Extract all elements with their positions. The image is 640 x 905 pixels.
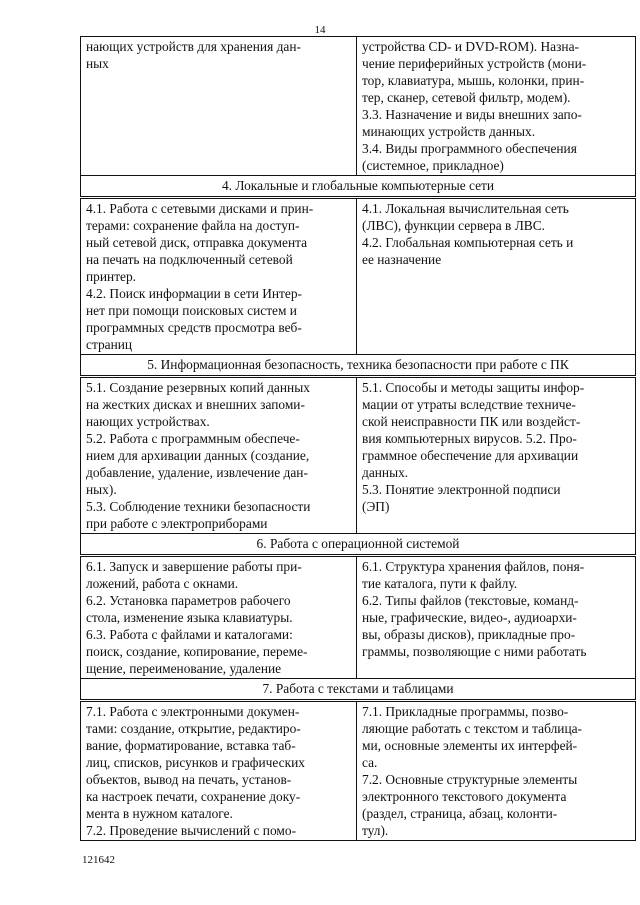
section-heading-row	[81, 534, 636, 556]
table-row	[81, 556, 636, 679]
knowledge-cell: устройства CD- и DVD-ROM). Назна- чение периферийных устройств (мони- тор, клавиатура, мышь, колонки, прин- тер, сканер, сетевой фильтр, модем). 3.3. Назначение и виды внешних запо- минающих устройств данных. 3.4. Виды программного обеспечения (системное, прикладное)	[357, 37, 636, 176]
curriculum-table	[80, 36, 636, 841]
document-code: 121642	[82, 854, 115, 866]
section-title: 7. Работа с текстами и таблицами	[81, 679, 636, 701]
skills-cell: нающих устройств для хранения дан- ных	[81, 37, 357, 176]
skills-cell: 4.1. Работа с сетевыми дисками и прин- терами: сохранение файла на доступ- ный сетевой диск, отправка документа на печать на подключенный сетевой принтер. 4.2. Поиск информации в сети Интер- нет при помощи поисковых систем и программных средств просмотра веб- страниц	[81, 198, 357, 355]
section-title: 5. Информационная безопасность, техника безопасности при работе с ПК	[81, 355, 636, 377]
skills-cell: 7.1. Работа с электронными докумен- тами: создание, открытие, редактиро- вание, форматирование, вставка таб- лиц, списков, рисунков и графических объектов, вывод на печать, установ- ка настроек печати, сохранение доку- мента в нужном каталоге. 7.2. Проведение вычислений с помо-	[81, 701, 357, 841]
table-row	[81, 701, 636, 841]
section-heading-row	[81, 355, 636, 377]
section-title: 6. Работа с операционной системой	[81, 534, 636, 556]
skills-cell: 5.1. Создание резервных копий данных на жестких дисках и внешних запоми- нающих устройствах. 5.2. Работа с программным обеспече- нием для архивации данных (создание, добавление, удаление, извлечение дан- ных). 5.3. Соблюдение техники безопасности при работе с электроприборами	[81, 377, 357, 534]
page-number: 14	[314, 24, 326, 36]
knowledge-cell: 7.1. Прикладные программы, позво- ляющие работать с текстом и таблица- ми, основные элементы их интерфей- са. 7.2. Основные структурные элементы электронного текстового документа (раздел, страница, абзац, колонти- тул).	[357, 701, 636, 841]
section-heading-row	[81, 176, 636, 198]
section-heading-row	[81, 679, 636, 701]
knowledge-cell: 4.1. Локальная вычислительная сеть (ЛВС), функции сервера в ЛВС. 4.2. Глобальная компьютерная сеть и ее назначение	[357, 198, 636, 355]
section-title: 4. Локальные и глобальные компьютерные сети	[81, 176, 636, 198]
table-row	[81, 377, 636, 534]
table-row	[81, 198, 636, 355]
table-row	[81, 37, 636, 176]
knowledge-cell: 6.1. Структура хранения файлов, поня- тие каталога, пути к файлу. 6.2. Типы файлов (текстовые, команд- ные, графические, видео-, аудиоархи- вы, образы дисков), прикладные про- граммы, позволяющие с ними работать	[357, 556, 636, 679]
skills-cell: 6.1. Запуск и завершение работы при- ложений, работа с окнами. 6.2. Установка параметров рабочего стола, изменение языка клавиатуры. 6.3. Работа с файлами и каталогами: поиск, создание, копирование, переме- щение, переименование, удаление	[81, 556, 357, 679]
knowledge-cell: 5.1. Способы и методы защиты инфор- мации от утраты вследствие техниче- ской неисправности ПК или воздейст- вия компьютерных вирусов. 5.2. Про- граммное обеспечение для архивации данных. 5.3. Понятие электронной подписи (ЭП)	[357, 377, 636, 534]
